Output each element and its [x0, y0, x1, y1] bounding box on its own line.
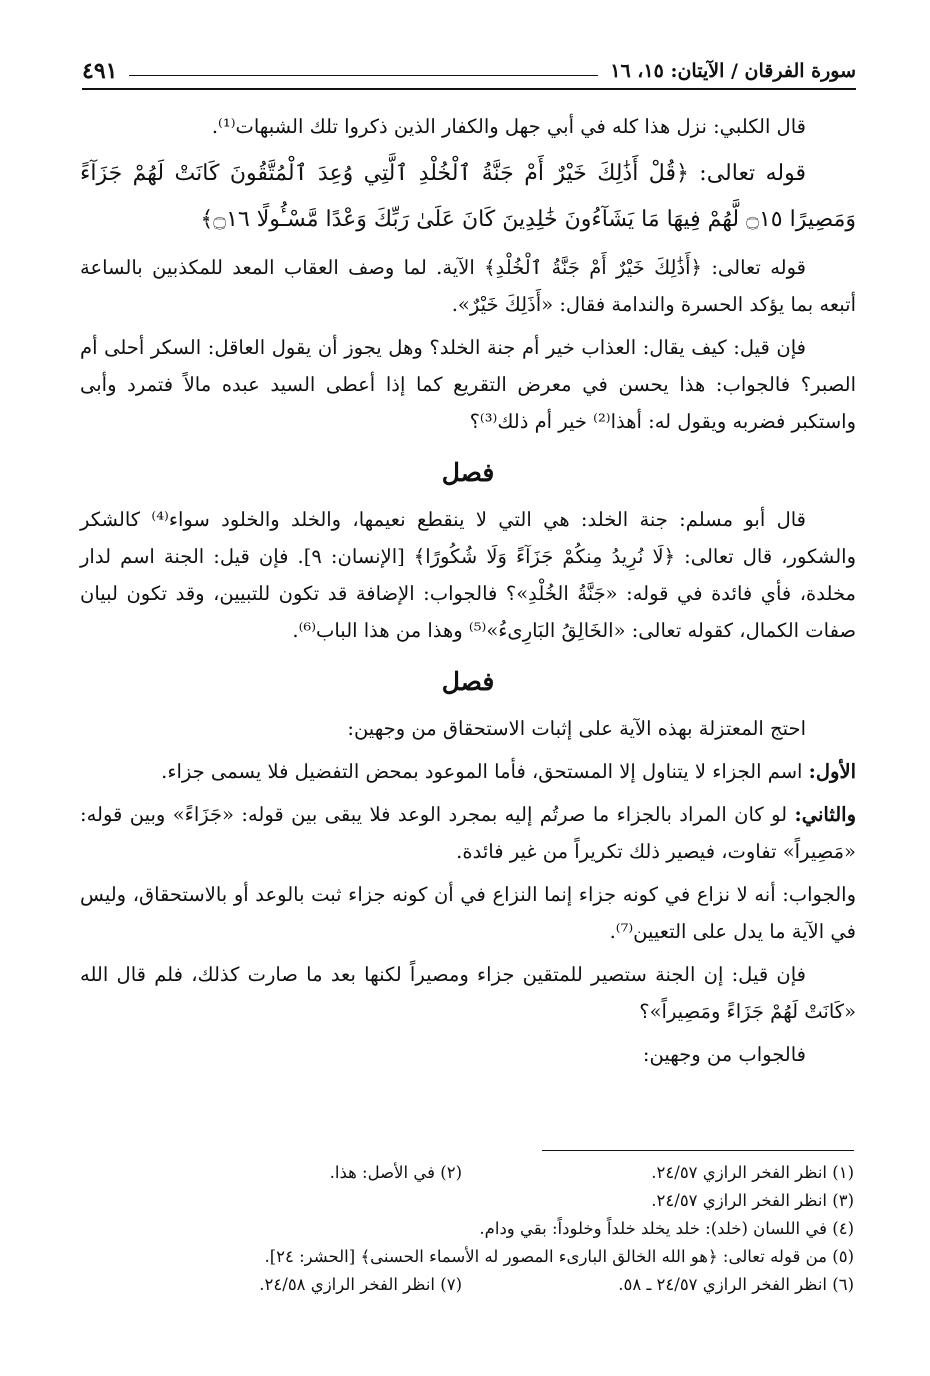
paragraph-mutazila: احتج المعتزلة بهذه الآية على إثبات الاستحقاق من وجهين: [347, 717, 806, 740]
footnote-row-2 [80, 1187, 854, 1215]
page-number: ٤٩١ [82, 58, 118, 84]
footnote-4: (٤) في اللسان (خلد): خلد يخلد خلداً وخلوداً: بقي ودام. [479, 1219, 854, 1238]
section-heading-2: فصل [441, 667, 495, 696]
paragraph-abu-muslim: قال أبو مسلم: جنة الخلد: هي التي لا ينقطع نعيمها، والخلد والخلود سواء⁽⁴⁾ كالشكر والشكور، قال تعالى: ﴿لَا نُرِيدُ مِنكُمْ جَزَآءً وَلَا شُكُورًا﴾ [الإنسان: ٩]. فإن قيل: الجنة اسم لدار مخلدة، فأي فائدة في قوله: «جَنَّةُ الخُلْدِ»؟ فالجواب: الإضافة قد تكون للتبيين، وقد تكون لبيان صفات الكمال، كقوله تعالى: «الخَالِقُ البَارِىءُ»⁽⁵⁾ وهذا من هذا الباب⁽⁶⁾. [80, 508, 856, 642]
footnote-5: (٥) من قوله تعالى: ﴿هو الله الخالق البارىء المصور له الأسماء الحسنى﴾ [الحشر: ٢٤]. [264, 1247, 854, 1266]
paragraph-first [80, 753, 856, 790]
page-header [82, 44, 856, 90]
footnote-row-1 [80, 1159, 854, 1187]
running-title: سورة الفرقان / الآيتان: ١٥، ١٦ [610, 60, 856, 82]
label-second: والثاني: [794, 803, 856, 826]
main-text [80, 108, 856, 1079]
footnote-row-4 [80, 1243, 854, 1271]
paragraph-question: فإن قيل: كيف يقال: العذاب خير أم جنة الخلد؟ وهل يجوز أن يقول العاقل: السكر أحلى أم الصبر؟ فالجواب: هذا يحسن في معرض التقريع كما إذا أعطى السيد عبده مالاً فتمرد وأبى واستكبر فضربه ويقول له: أهذا⁽²⁾ خير أم ذلك⁽³⁾؟ [80, 336, 856, 433]
footnote-3: (٣) انظر الفخر الرازي ٢٤/٥٧. [651, 1191, 854, 1210]
text-second: لو كان المراد بالجزاء ما صرتُم إليه بمجرد الوعد فلا يبقى بين قوله: «جَزَاءً» وبين قوله: «مَصِيراً» تفاوت، فيصير ذلك تكريراً من غير فائدة. [80, 803, 856, 863]
section-heading-1: فصل [441, 458, 495, 487]
footnote-2: (٢) في الأصل: هذا. [329, 1163, 462, 1182]
paragraph-two-ways: فالجواب من وجهين: [642, 1043, 806, 1066]
footnote-row-3 [80, 1215, 854, 1243]
footnotes [80, 1150, 854, 1299]
label-first: الأول: [808, 760, 856, 783]
text-first: اسم الجزاء لا يتناول إلا المستحق، فأما الموعود بمحض التفضيل فلا يسمى جزاء. [161, 760, 809, 783]
quran-verse-15-16: قوله تعالى: ﴿قُلْ أَذَٰلِكَ خَيْرٌ أَمْ جَنَّةُ ٱلْخُلْدِ ٱلَّتِي وُعِدَ ٱلْمُتَّقُونَ كَانَتْ لَهُمْ جَزَآءً وَمَصِيرًا ۝١٥ لَّهُمْ فِيهَا مَا يَشَآءُونَ خَٰلِدِينَ كَانَ عَلَىٰ رَبِّكَ وَعْدًا مَّسْـُٔولًا ۝١٦﴾ [80, 161, 856, 232]
footnote-7: (٧) انظر الفخر الرازي ٢٤/٥٨. [259, 1275, 462, 1294]
header-rule [129, 75, 598, 76]
footnote-6: (٦) انظر الفخر الرازي ٢٤/٥٧ ـ ٥٨. [618, 1275, 854, 1294]
footnote-1: (١) انظر الفخر الرازي ٢٤/٥٧. [651, 1163, 854, 1182]
paragraph-answer: والجواب: أنه لا نزاع في كونه جزاء إنما النزاع في أن كونه جزاء ثبت بالوعد أو بالاستحقاق، وليس في الآية ما يدل على التعيين⁽⁷⁾. [80, 883, 856, 943]
paragraph-kalbi: قال الكلبي: نزل هذا كله في أبي جهل والكفار الذين ذكروا تلك الشبهات⁽¹⁾. [211, 115, 806, 138]
paragraph-second [80, 796, 856, 870]
paragraph-commentary: قوله تعالى: ﴿أَذَٰلِكَ خَيْرٌ أَمْ جَنَّةُ ٱلْخُلْدِ﴾ الآية. لما وصف العقاب المعد للمكذبين بالساعة أتبعه بما يؤكد الحسرة والندامة فقال: «أَذَلِكَ خَيْرٌ». [80, 256, 856, 316]
footnote-row-5 [80, 1271, 854, 1299]
paragraph-objection: فإن قيل: إن الجنة ستصير للمتقين جزاء ومصيراً لكنها بعد ما صارت كذلك، فلم قال الله «كَانَتْ لَهُمْ جَزَاءً ومَصِيراً»؟ [80, 963, 856, 1023]
footnote-rule [542, 1150, 854, 1151]
